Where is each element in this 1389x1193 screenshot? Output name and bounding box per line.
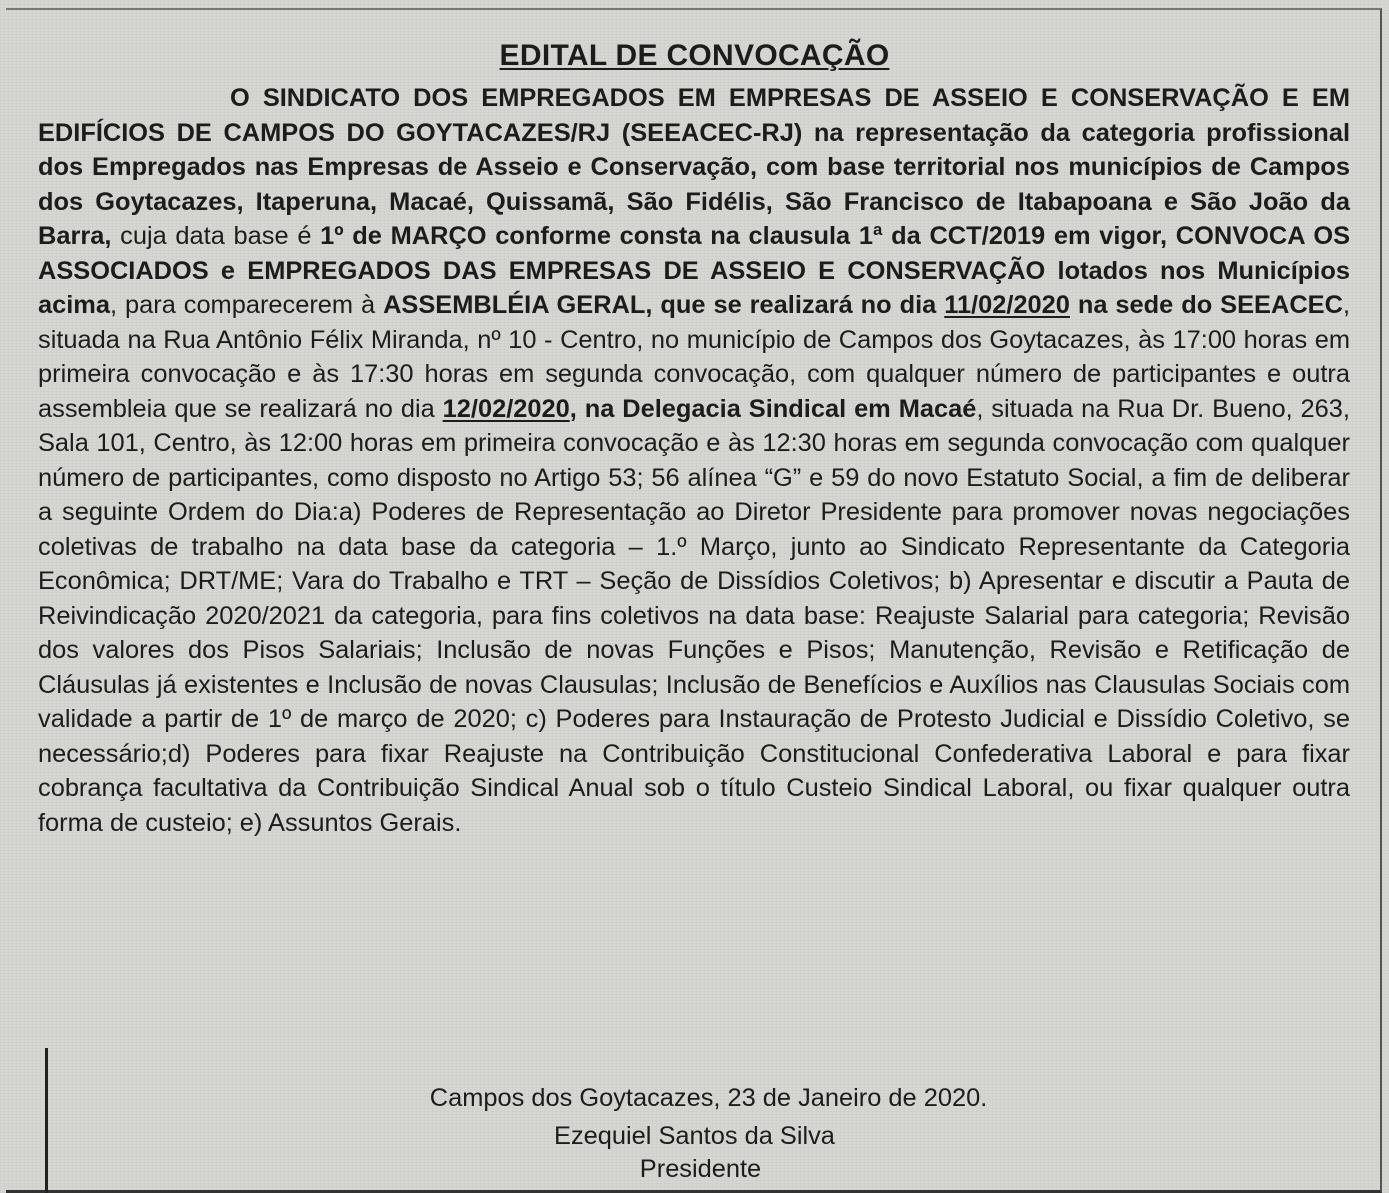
first-assembly-place: na sede do SEEACEC	[1069, 291, 1343, 319]
second-assembly-date: 12/02/2020	[442, 394, 570, 423]
agenda-text: , situada na Rua Dr. Bueno, 263, Sala 101, Centro, às 12:00 horas em primeira convocação e às 12:30 horas em segunda convocação com qualquer número de participantes, como disposto no Artigo 53; 56 alínea “G” e 59 do novo Estatuto Social, a fim de deliberar a seguinte Ordem do Dia:a) Poderes de Representação ao Diretor Presidente para promover novas negociações coletivas de trabalho na data base da categoria – 1.º Março, junto ao Sindicato Representante da Categoria Econômica; DRT/ME; Vara do Trabalho e TRT – Seção de Dissídios Coletivos; b) Apresentar e discutir a Pauta de Reivindicação 2020/2021 da categoria, para fins coletivos na data base: Reajuste Salarial para categoria; Revisão dos valores dos Pisos Salariais; Inclusão de novas Funções e Pisos; Manutenção, Revisão e Retificação de Cláusulas já existentes e Inclusão de novas Clausulas; Inclusão de Benefícios e Auxílios nas Clausulas Sociais com validade a partir de 1º de março de 2020; c) Poderes para Instauração de Protesto Judicial e Dissídio Coletivo, se necessário;d) Poderes para fixar Reajuste na Contribuição Constitucional Confederativa Laboral e para fixar cobrança facultativa da Contribuição Sindical Anual sob o título Custeio Sindical Laboral, ou fixar qualquer outra forma de custeio; e) Assuntos Gerais.	[38, 394, 1350, 837]
notice-body	[38, 81, 1350, 840]
first-assembly-details: , situada na Rua Antônio Félix Miranda, nº 10 - Centro, no município de Campos dos Goytacazes, às 17:00 horas em primeira convocação e às 17:30 horas em segunda convocação, com qualquer número de participantes e outra assembleia que se realizará no dia	[38, 291, 1350, 423]
signer-name: Ezequiel Santos da Silva	[554, 1122, 835, 1150]
union-name-paragraph: O SINDICATO DOS EMPREGADOS EM EMPRESAS DE ASSEIO E CONSERVAÇÃO E EM EDIFÍCIOS DE CAMPOS DO GOYTACAZES/RJ (SEEACEC-RJ) na representação da categoria profissional dos Empregados nas Empresas de Asseio e Conservação, com base territorial nos municípios de Campos dos Goytacazes, Itaperuna, Macaé, Quissamã, São Fidélis, São Francisco de Itabapoana e São João da Barra,	[38, 84, 1350, 250]
place-date: Campos dos Goytacazes, 23 de Janeiro de 2020.	[429, 1084, 988, 1112]
spacer-text	[1167, 222, 1176, 250]
second-assembly-place: , na Delegacia Sindical em Macaé	[569, 394, 977, 423]
attendance-request: , para comparecerem à	[110, 291, 384, 319]
signer-role: Presidente	[639, 1155, 762, 1183]
first-assembly-date: 11/02/2020	[944, 291, 1070, 319]
base-date-clause: 1º de MARÇO conforme consta na clausula 1ª da CCT/2019 em vigor,	[320, 222, 1168, 250]
assembly-announcement: ASSEMBLÉIA GERAL, que se realizará no dia	[383, 291, 945, 319]
base-date-intro: cuja data base é	[111, 222, 321, 250]
convocation-statement: CONVOCA OS ASSOCIADOS e EMPREGADOS DAS EMPRESAS DE ASSEIO E CONSERVAÇÃO lotados nos Municípios acima	[38, 222, 1351, 319]
notice-title: EDITAL DE CONVOCAÇÃO	[499, 39, 890, 72]
